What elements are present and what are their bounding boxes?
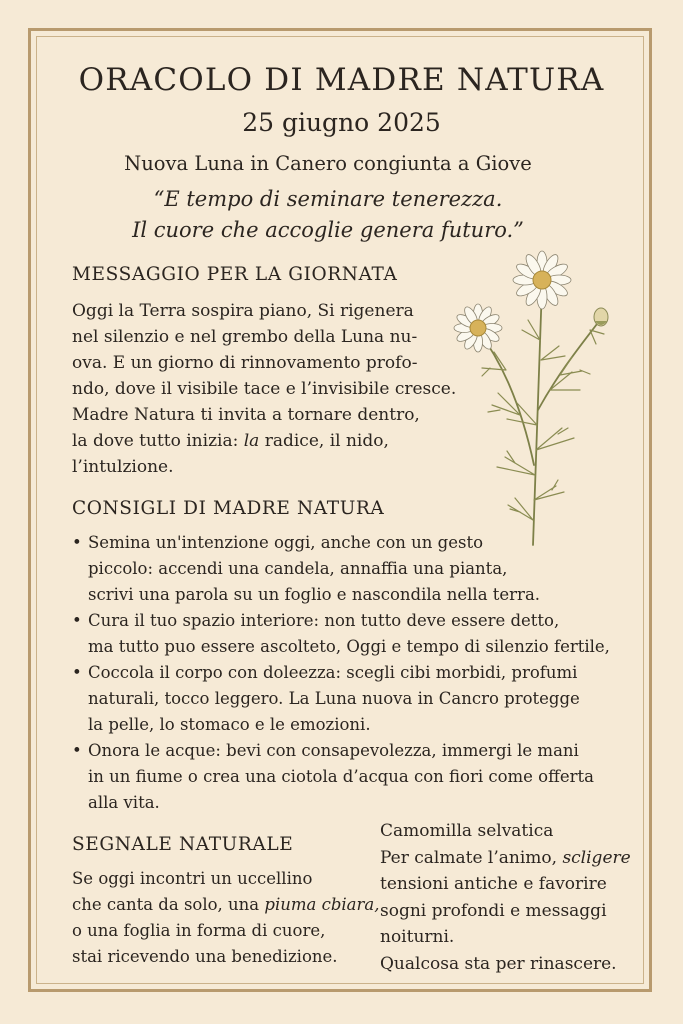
text-span: che canta da solo, una	[72, 895, 260, 914]
text-line: Madre Natura ti invita a tornare dentro,	[72, 405, 420, 425]
quote	[0, 184, 656, 246]
text-line: Coccola il corpo con doleezza: scegli cibi morbidi, profumi	[88, 663, 578, 682]
text-line: Cura il tuo spazio interiore: non tutto deve essere detto,	[88, 611, 560, 630]
flower-left	[454, 304, 502, 352]
bullet-mark: •	[72, 663, 82, 682]
text-line: l’intulzione.	[72, 457, 174, 477]
bullet-mark: •	[72, 611, 82, 630]
list-item	[72, 738, 610, 816]
flower-top	[513, 251, 571, 309]
text-line: noiturni.	[380, 927, 455, 947]
consigli-list	[72, 530, 610, 816]
text-line: alla vita.	[88, 793, 160, 812]
chamomile-illustration	[440, 250, 630, 550]
text-line: la pelle, lo stomaco e le emozioni.	[88, 715, 371, 734]
text-span: la dove tutto inizia:	[72, 431, 239, 451]
text-line: scrivi una parola su un foglio e nascondila nella terra.	[88, 585, 541, 604]
text-line	[72, 428, 456, 454]
list-item	[72, 608, 610, 660]
section-heading-consigli: CONSIGLI DI MADRE NATURA	[72, 498, 385, 519]
text-line: Semina un'intenzione oggi, anche con un gesto	[88, 533, 484, 552]
text-line: nel silenzio e nel grembo della Luna nu-	[72, 327, 418, 347]
text-line: Qualcosa sta per rinascere.	[380, 953, 617, 974]
text-line: o una foglia in forma di cuore,	[72, 921, 326, 940]
moon-phase: Nuova Luna in Canero congiunta a Giove	[124, 152, 532, 175]
page-title: ORACOLO DI MADRE NATURA	[78, 62, 605, 98]
text-line: ova. E un giorno di rinnovamento profo-	[72, 353, 418, 373]
text-line	[72, 892, 379, 918]
quote-line: Il cuore che accoglie genera futuro.”	[132, 218, 524, 242]
text-line: Camomilla selvatica	[380, 821, 554, 841]
text-span: radice, il nido,	[264, 431, 389, 451]
messaggio-text	[72, 298, 456, 480]
text-line: stai ricevendo una benedizione.	[72, 947, 338, 966]
flower-bud	[594, 308, 608, 326]
segnale-text	[72, 866, 379, 970]
section-heading-messaggio: MESSAGGIO PER LA GIORNATA	[72, 264, 398, 285]
bullet-mark: •	[72, 741, 82, 760]
text-line: in un fiume o crea una ciotola d’acqua con fiori come offerta	[88, 767, 594, 786]
quote-line: “E tempo di seminare tenerezza.	[153, 187, 503, 211]
emphasis: la	[243, 431, 260, 451]
text-line: ma tutto puo essere ascolteto, Oggi e tempo di silenzio fertile,	[88, 637, 610, 656]
camomilla-text	[380, 818, 631, 977]
bullet-mark: •	[72, 533, 82, 552]
text-line: piccolo: accendi una candela, annaffia una pianta,	[88, 559, 508, 578]
text-line: Onora le acque: bevi con consapevolezza, immergi le mani	[88, 741, 579, 760]
text-line	[380, 845, 631, 872]
text-line: Se oggi incontri un uccellino	[72, 869, 313, 888]
date: 25 giugno 2025	[242, 108, 441, 137]
section-heading-segnale: SEGNALE NATURALE	[72, 834, 294, 855]
text-line: tensioni antiche e favorire	[380, 874, 607, 894]
emphasis: scligere	[562, 847, 631, 868]
list-item	[72, 530, 610, 608]
text-line: ndo, dove il visibile tace e l’invisibile cresce.	[72, 379, 457, 399]
text-span: Per calmate l’animo,	[380, 847, 558, 868]
text-line: Oggi la Terra sospira piano, Si rigenera	[72, 301, 414, 321]
text-line: naturali, tocco leggero. La Luna nuova in Cancro protegge	[88, 689, 580, 708]
text-line: sogni profondi e messaggi	[380, 900, 607, 921]
list-item	[72, 660, 610, 738]
emphasis: piuma cbiara,	[264, 895, 380, 914]
